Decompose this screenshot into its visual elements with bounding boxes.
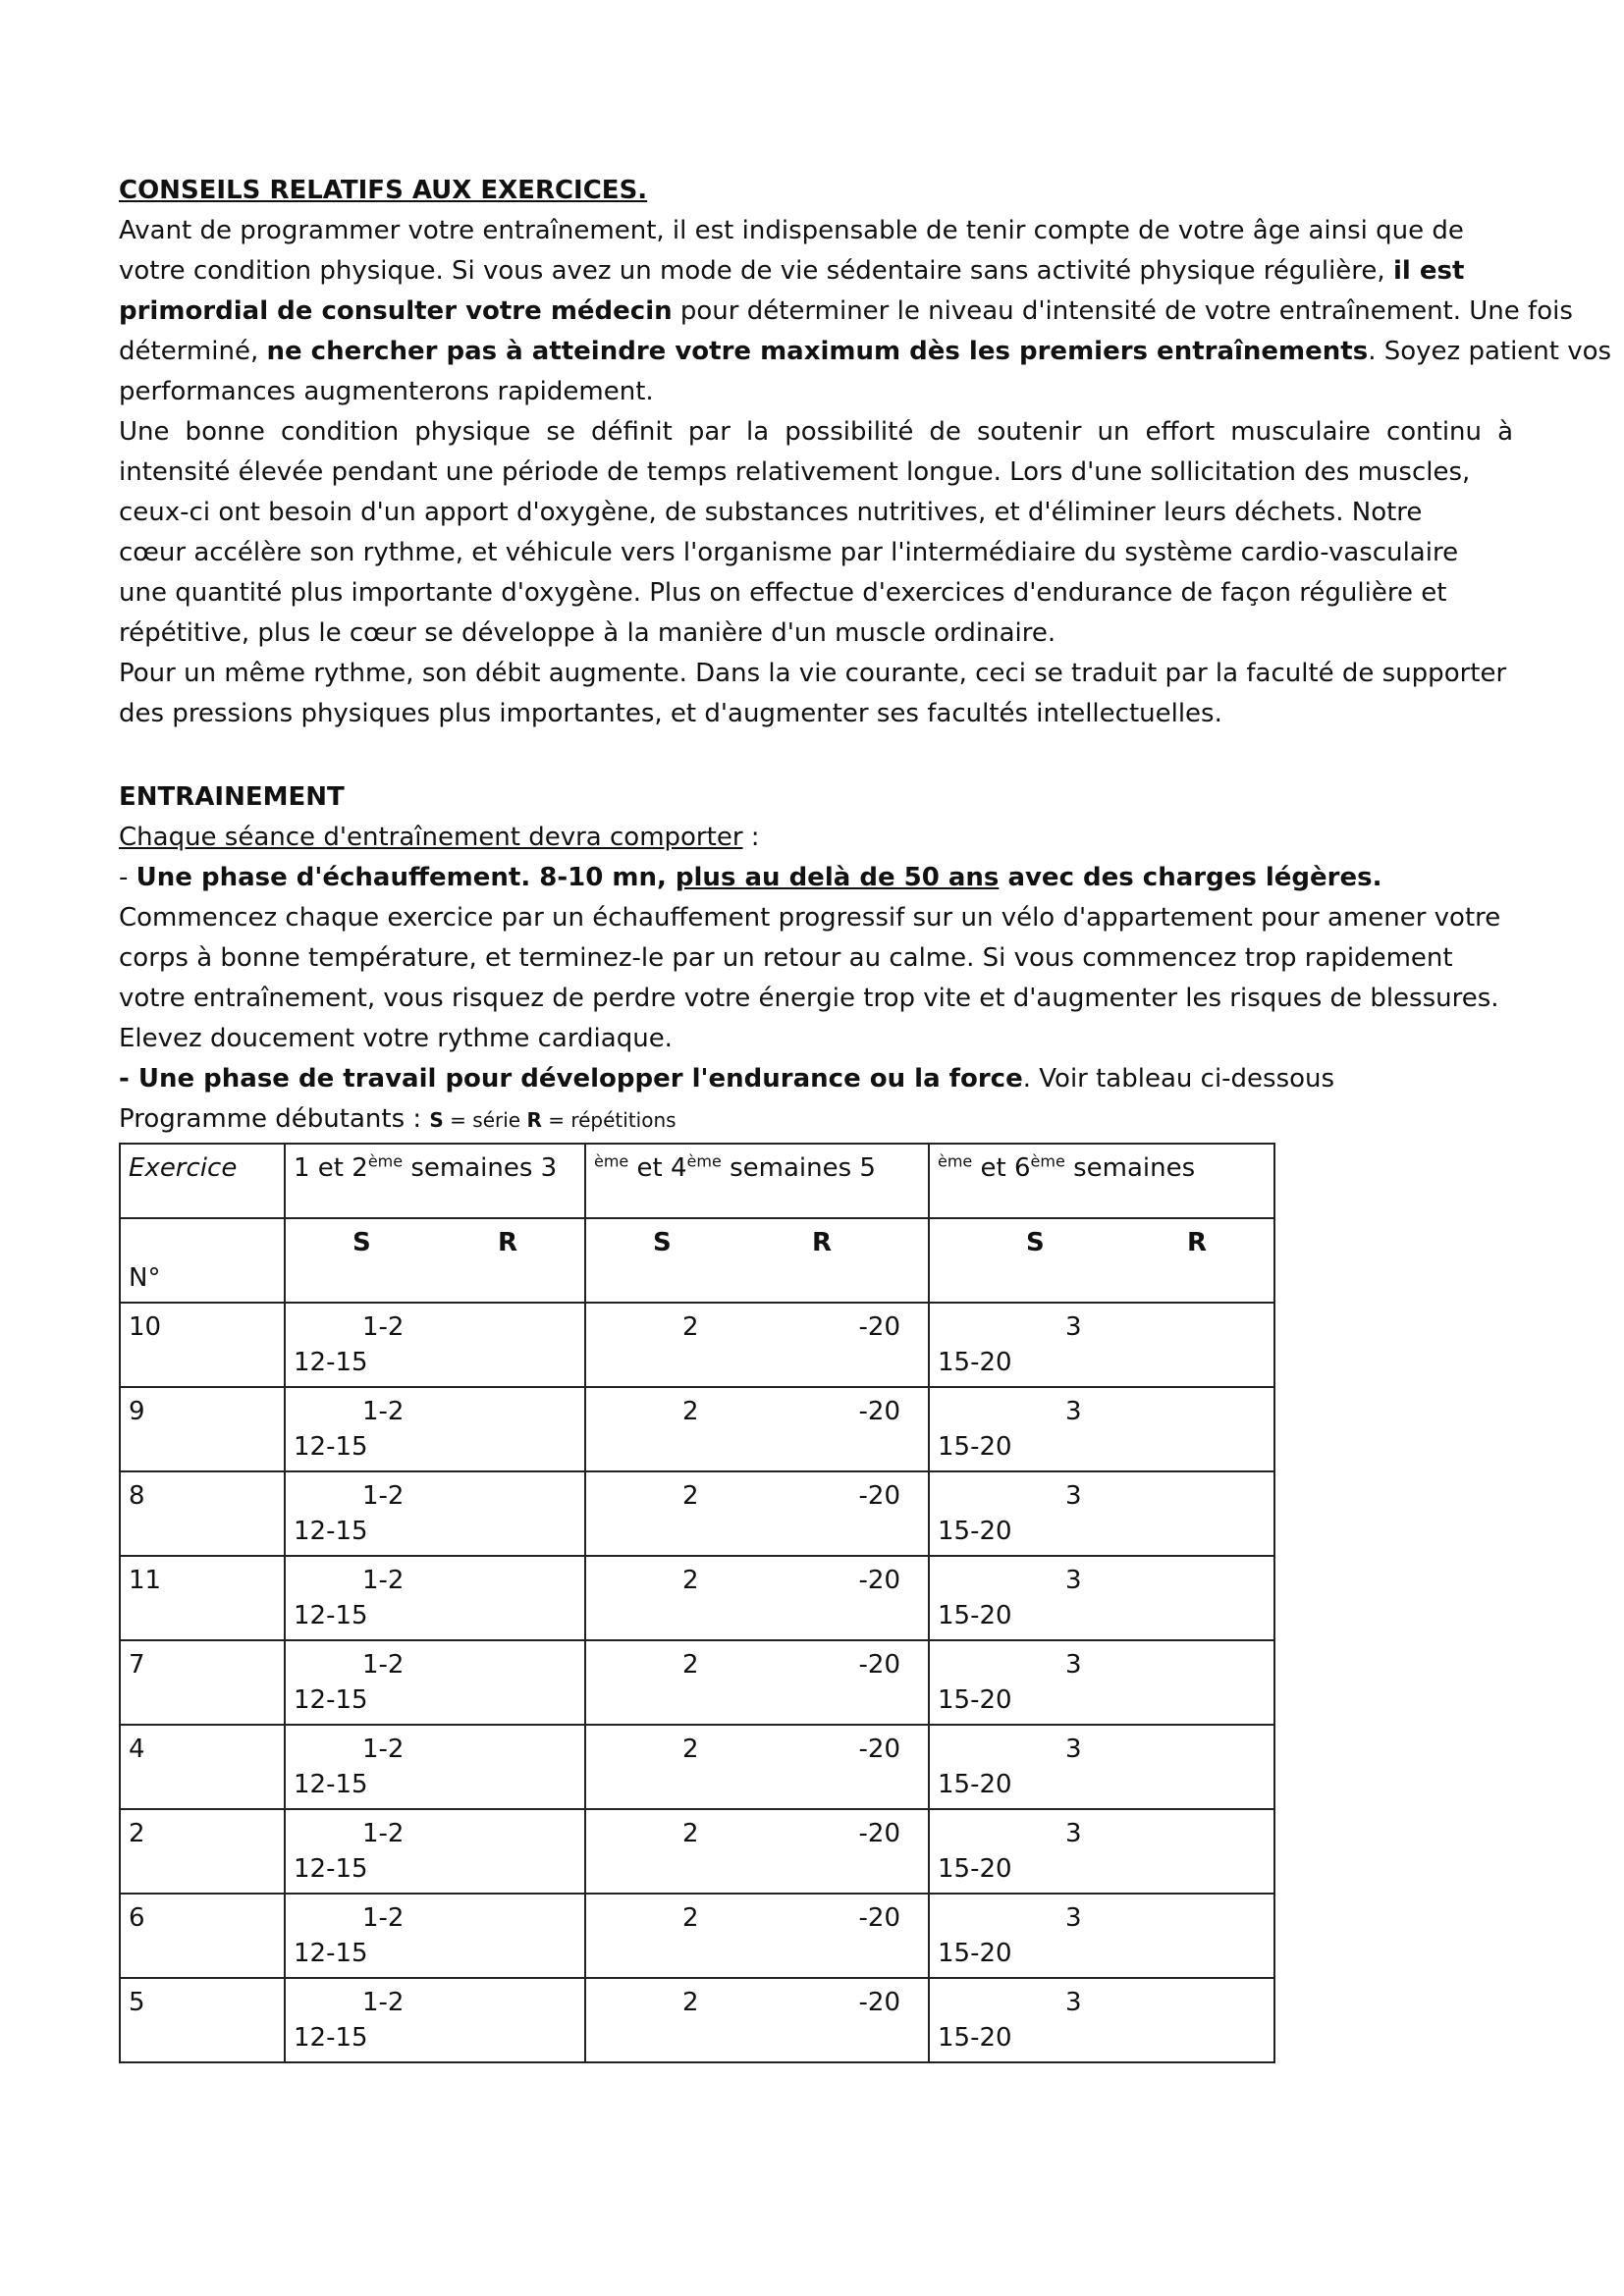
text-span: . Soyez patient vos (1368, 337, 1612, 366)
cell-value: 11 (129, 1566, 162, 1595)
table-row (120, 1471, 1274, 1556)
phase-work-line (119, 1059, 1513, 1099)
bold-text: il est (1392, 256, 1465, 286)
spacer (119, 734, 1513, 777)
cell-value: 2 (682, 1312, 699, 1342)
training-program-table (119, 1143, 1275, 2063)
table-row (120, 1640, 1274, 1725)
cell-value: 2 (682, 1735, 699, 1764)
cell-value: 3 (1065, 1312, 1082, 1342)
weeks-5-6-cell (929, 1387, 1274, 1471)
exercise-number (120, 1725, 285, 1809)
paragraph-line: cœur accélère son rythme, et véhicule vers l'organisme par l'intermédiaire du système cardio-vasculaire (119, 538, 1459, 567)
text-span: Programme débutants : (119, 1104, 430, 1134)
table-header-row (120, 1144, 1274, 1218)
weeks-3-4-cell (585, 1303, 929, 1387)
cell-value: 15-20 (938, 1601, 1012, 1630)
cell-value: 1-2 (362, 1397, 405, 1426)
table-row (120, 1556, 1274, 1640)
weeks-5-6-cell (929, 1809, 1274, 1894)
weeks-3-4-cell (585, 1725, 929, 1809)
cell-value: 1-2 (362, 1988, 405, 2017)
weeks-3-4-cell (585, 1894, 929, 1978)
legend-key: S (429, 1108, 444, 1132)
header-exercice: Exercice (120, 1144, 285, 1218)
cell-value: -20 (858, 1312, 900, 1342)
bold-text: ne chercher pas à atteindre votre maximum dès les premiers entraînements (266, 337, 1369, 366)
cell-value: 12-15 (294, 1601, 368, 1630)
table-row (120, 1809, 1274, 1894)
header-no: N° (129, 1263, 161, 1293)
superscript: ème (1030, 1151, 1065, 1171)
header-no-cell (120, 1218, 285, 1303)
weeks-5-6-cell (929, 1640, 1274, 1725)
cell-value: 1-2 (362, 1481, 405, 1511)
header-s: S (1026, 1228, 1045, 1257)
cell-value: -20 (858, 1566, 900, 1595)
header-r: R (497, 1228, 517, 1257)
cell-value: 2 (682, 1903, 699, 1933)
cell-value: 15-20 (938, 1348, 1012, 1377)
cell-value: 3 (1065, 1819, 1082, 1848)
cell-value: 1-2 (362, 1312, 405, 1342)
cell-value: -20 (858, 1903, 900, 1933)
header-s: S (653, 1228, 672, 1257)
table-subheader-row (120, 1218, 1274, 1303)
text-span: 1 et 2 (294, 1153, 368, 1183)
cell-value: 12-15 (294, 1939, 368, 1968)
cell-value: 3 (1065, 1650, 1082, 1680)
cell-value: 15-20 (938, 1939, 1012, 1968)
cell-value: 10 (129, 1312, 162, 1342)
text-span: : (742, 823, 760, 852)
exercise-number (120, 1640, 285, 1725)
table-row (120, 1894, 1274, 1978)
cell-value: 12-15 (294, 1432, 368, 1462)
weeks-1-2-cell (285, 1978, 585, 2062)
section-title-conseils: CONSEILS RELATIFS AUX EXERCICES. (119, 176, 648, 205)
superscript: ème (367, 1151, 404, 1171)
cell-value: 1-2 (362, 1735, 405, 1764)
cell-value: 2 (682, 1819, 699, 1848)
cell-value: -20 (858, 1650, 900, 1680)
cell-value: 8 (129, 1481, 145, 1511)
header-s: S (352, 1228, 371, 1257)
text-span: et 4 (628, 1153, 687, 1183)
cell-value: 3 (1065, 1988, 1082, 2017)
exercise-number (120, 1809, 285, 1894)
underlined-text: Chaque séance d'entraînement devra comporter (119, 823, 743, 852)
exercise-number (120, 1387, 285, 1471)
header-r: R (1186, 1228, 1207, 1257)
cell-value: 1-2 (362, 1819, 405, 1848)
text-span: déterminé, (119, 337, 267, 366)
cell-value: 2 (129, 1819, 145, 1848)
paragraph-line: ceux-ci ont besoin d'un apport d'oxygène, de substances nutritives, et d'éliminer leurs déchets. Notre (119, 498, 1423, 527)
cell-value: 2 (682, 1650, 699, 1680)
text-span: semaines (1064, 1153, 1196, 1183)
weeks-3-4-cell (585, 1809, 929, 1894)
table-row (120, 1725, 1274, 1809)
weeks-5-6-cell (929, 1303, 1274, 1387)
paragraph-line: une quantité plus importante d'oxygène. Plus on effectue d'exercices d'endurance de façon régulière et (119, 578, 1447, 608)
cell-value: 15-20 (938, 1685, 1012, 1715)
cell-value: 3 (1065, 1566, 1082, 1595)
weeks-3-4-cell (585, 1978, 929, 2062)
bold-text: Une phase d'échauffement. 8-10 mn, (135, 863, 676, 892)
paragraph-line (119, 332, 1612, 372)
paragraph-line: Elevez doucement votre rythme cardiaque. (119, 1024, 673, 1053)
section-title-entrainement: ENTRAINEMENT (119, 782, 345, 812)
header-weeks-1-2 (285, 1144, 585, 1218)
weeks-3-4-cell (585, 1387, 929, 1471)
cell-value: -20 (858, 1397, 900, 1426)
paragraph-line: répétitive, plus le cœur se développe à la manière d'un muscle ordinaire. (119, 618, 1056, 648)
text-span: semaines 5 (721, 1153, 876, 1183)
sr-cell (929, 1218, 1274, 1303)
table-row (120, 1387, 1274, 1471)
paragraph-line: Avant de programmer votre entraînement, il est indispensable de tenir compte de votre âge ainsi que de (119, 216, 1464, 245)
weeks-5-6-cell (929, 1894, 1274, 1978)
weeks-1-2-cell (285, 1894, 585, 1978)
cell-value: 1-2 (362, 1903, 405, 1933)
sr-cell (285, 1218, 585, 1303)
cell-value: 3 (1065, 1735, 1082, 1764)
weeks-1-2-cell (285, 1387, 585, 1471)
cell-value: -20 (858, 1735, 900, 1764)
weeks-5-6-cell (929, 1978, 1274, 2062)
cell-value: 2 (682, 1566, 699, 1595)
weeks-5-6-cell (929, 1556, 1274, 1640)
bold-text: primordial de consulter votre médecin (119, 296, 673, 326)
paragraph-line: corps à bonne température, et terminez-le par un retour au calme. Si vous commencez trop rapidement (119, 943, 1453, 973)
weeks-1-2-cell (285, 1556, 585, 1640)
cell-value: 5 (129, 1988, 145, 2017)
cell-value: 15-20 (938, 1854, 1012, 1884)
cell-value: 2 (682, 1397, 699, 1426)
weeks-5-6-cell (929, 1725, 1274, 1809)
cell-value: 12-15 (294, 1854, 368, 1884)
weeks-3-4-cell (585, 1640, 929, 1725)
text-span: votre condition physique. Si vous avez un mode de vie sédentaire sans activité physique régulière, (119, 256, 1393, 286)
cell-value: 7 (129, 1650, 145, 1680)
header-weeks-5-6 (929, 1144, 1274, 1218)
bold-underlined-text: plus au delà de 50 ans (675, 863, 1000, 892)
bold-text: avec des charges légères. (999, 863, 1382, 892)
text-span: semaines 3 (403, 1153, 558, 1183)
cell-value: -20 (858, 1988, 900, 2017)
cell-value: 2 (682, 1481, 699, 1511)
cell-value: -20 (858, 1819, 900, 1848)
cell-value: 15-20 (938, 1432, 1012, 1462)
table-body (120, 1303, 1274, 2062)
cell-value: 12-15 (294, 1770, 368, 1799)
superscript: ème (686, 1151, 722, 1171)
header-weeks-3-4 (585, 1144, 929, 1218)
text-span: pour déterminer le niveau d'intensité de votre entraînement. Une fois (672, 296, 1573, 326)
cell-value: 9 (129, 1397, 145, 1426)
bold-text: - Une phase de travail pour développer (119, 1064, 692, 1094)
weeks-1-2-cell (285, 1725, 585, 1809)
text-span: . Voir tableau ci-dessous (1022, 1064, 1335, 1094)
weeks-1-2-cell (285, 1303, 585, 1387)
cell-value: -20 (858, 1481, 900, 1511)
paragraph-line: intensité élevée pendant une période de temps relativement longue. Lors d'une sollicitation des muscles, (119, 457, 1471, 487)
cell-value: 3 (1065, 1481, 1082, 1511)
cell-value: 3 (1065, 1903, 1082, 1933)
paragraph-line (119, 292, 1573, 332)
text-span: - (119, 863, 136, 892)
exercise-number (120, 1894, 285, 1978)
legend-text: = série (443, 1108, 527, 1132)
program-legend (119, 1099, 1513, 1141)
weeks-3-4-cell (585, 1556, 929, 1640)
cell-value: 2 (682, 1988, 699, 2017)
paragraph-line: Pour un même rythme, son débit augmente. Dans la vie courante, ceci se traduit par la faculté de supporter (119, 659, 1507, 688)
paragraph-line: performances augmenterons rapidement. (119, 377, 654, 406)
exercise-number (120, 1556, 285, 1640)
header-r: R (811, 1228, 832, 1257)
phase-warmup-line (119, 858, 1513, 898)
document-content (119, 171, 1612, 2063)
paragraph-line: votre entraînement, vous risquez de perdre votre énergie trop vite et d'augmenter les risques de blessures. (119, 984, 1499, 1013)
bold-text: l'endurance ou la force (691, 1064, 1023, 1094)
cell-value: 15-20 (938, 1770, 1012, 1799)
cell-value: 15-20 (938, 2023, 1012, 2053)
cell-value: 3 (1065, 1397, 1082, 1426)
paragraph-line (119, 251, 1513, 292)
intro-line (119, 818, 1513, 858)
paragraph-line: des pressions physiques plus importantes, et d'augmenter ses facultés intellectuelles. (119, 699, 1222, 728)
legend-key: R (526, 1108, 542, 1132)
paragraph-line: Une bonne condition physique se définit par la possibilité de soutenir un effort musculaire continu à (119, 417, 1513, 447)
weeks-1-2-cell (285, 1640, 585, 1725)
text-span: et 6 (972, 1153, 1031, 1183)
cell-value: 6 (129, 1903, 145, 1933)
table-row (120, 1303, 1274, 1387)
paragraph-line: Commencez chaque exercice par un échauffement progressif sur un vélo d'appartement pour amener votre (119, 903, 1501, 933)
weeks-1-2-cell (285, 1471, 585, 1556)
superscript: ème (594, 1151, 629, 1171)
exercise-number (120, 1978, 285, 2062)
cell-value: 12-15 (294, 1517, 368, 1546)
cell-value: 1-2 (362, 1650, 405, 1680)
cell-value: 12-15 (294, 2023, 368, 2053)
exercise-number (120, 1471, 285, 1556)
weeks-3-4-cell (585, 1471, 929, 1556)
table-row (120, 1978, 1274, 2062)
cell-value: 12-15 (294, 1685, 368, 1715)
legend-text: = répétitions (541, 1108, 677, 1132)
cell-value: 15-20 (938, 1517, 1012, 1546)
cell-value: 1-2 (362, 1566, 405, 1595)
cell-value: 4 (129, 1735, 145, 1764)
sr-cell (585, 1218, 929, 1303)
exercise-number (120, 1303, 285, 1387)
superscript: ème (938, 1151, 973, 1171)
weeks-1-2-cell (285, 1809, 585, 1894)
cell-value: 12-15 (294, 1348, 368, 1377)
weeks-5-6-cell (929, 1471, 1274, 1556)
